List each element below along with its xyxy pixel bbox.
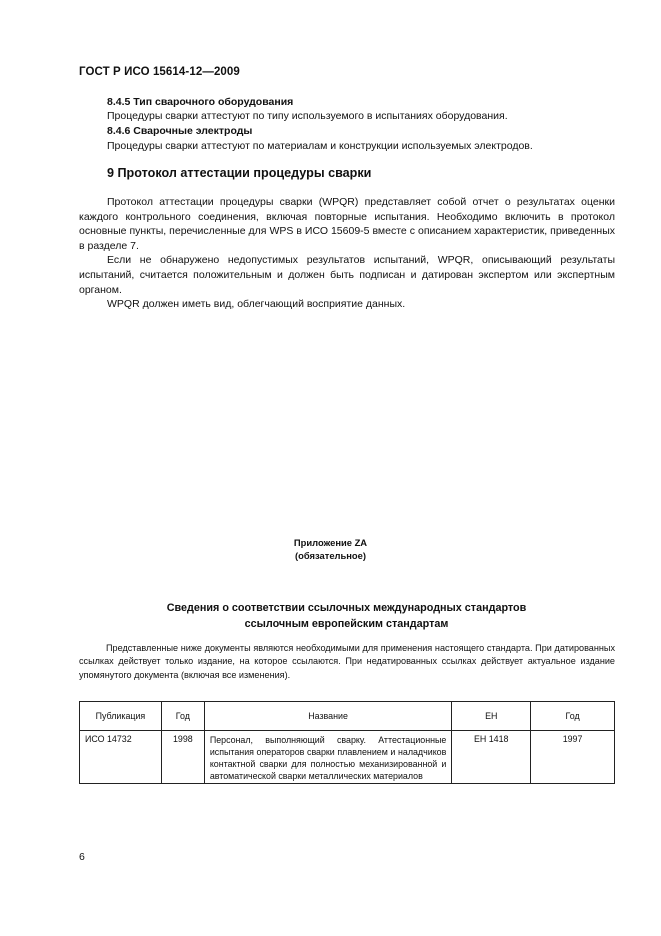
cell-en: ЕН 1418 — [452, 731, 531, 784]
annex-heading-line: Сведения о соответствии ссылочных международных стандартов — [166, 602, 527, 614]
section-9-paragraph: Протокол аттестации процедуры сварки (WPQR) представляет собой отчет о результатах оценки каждого контрольного соединения, включая повторные испытания. Необходимо включить в протокол основные пункты, перечисленные для WPS в ИСО 15609-5 вместе с описанием характеристик, приведенных в разделе 7. — [79, 196, 615, 252]
table-header-row — [80, 702, 615, 731]
page-number: 6 — [79, 851, 85, 863]
column-header-en-year: Год — [531, 702, 615, 731]
table-row — [80, 731, 615, 784]
section-9-paragraph: WPQR должен иметь вид, облегчающий восприятие данных. — [107, 298, 406, 311]
cell-title: Персонал, выполняющий сварку. Аттестационные испытания операторов сварки плавлением и наладчиков контактной сварки для полностью механизированной и автоматической сварки металлических материалов — [204, 731, 452, 784]
column-header-en: ЕН — [452, 702, 531, 731]
annex-heading-line: ссылочным европейским стандартам — [244, 617, 449, 630]
section-9-paragraph: Если не обнаружено недопустимых результатов испытаний, WPQR, описывающий результаты испытаний, считается положительным и должен быть подписан и датирован экспертом или экспертным органом. — [79, 254, 615, 296]
subsection-text-8-4-6: Процедуры сварки аттестуют по материалам и конструкции используемых электродов. — [107, 140, 533, 152]
section-9-title: 9 Протокол аттестации процедуры сварки — [107, 166, 372, 180]
cell-en-year: 1997 — [531, 731, 615, 784]
reference-standards-table — [79, 701, 615, 784]
subsection-heading-8-4-6: 8.4.6 Сварочные электроды — [107, 125, 253, 137]
column-header-title: Название — [204, 702, 452, 731]
annex-title-block — [0, 537, 661, 562]
cell-year: 1998 — [161, 731, 204, 784]
document-header: ГОСТ Р ИСО 15614-12—2009 — [79, 66, 240, 78]
subsection-heading-8-4-5: 8.4.5 Тип сварочного оборудования — [107, 96, 294, 108]
annex-status: (обязательное) — [295, 549, 366, 561]
cell-publication: ИСО 14732 — [80, 731, 162, 784]
annex-title: Приложение ZA — [293, 537, 368, 548]
annex-intro — [79, 642, 615, 682]
section-9-body — [79, 195, 615, 312]
column-header-year: Год — [161, 702, 204, 731]
subsection-text-8-4-5: Процедуры сварки аттестуют по типу используемого в испытаниях оборудования. — [107, 110, 508, 122]
annex-intro-text: Представленные ниже документы являются необходимыми для применения настоящего стандарта. При датированных ссылках действует только издание, на которое ссылаются. При недатированных ссылках действует актуальное издание упомянутого документа (включая все изменения). — [79, 643, 615, 680]
annex-heading — [0, 601, 661, 632]
column-header-publication: Публикация — [80, 702, 162, 731]
